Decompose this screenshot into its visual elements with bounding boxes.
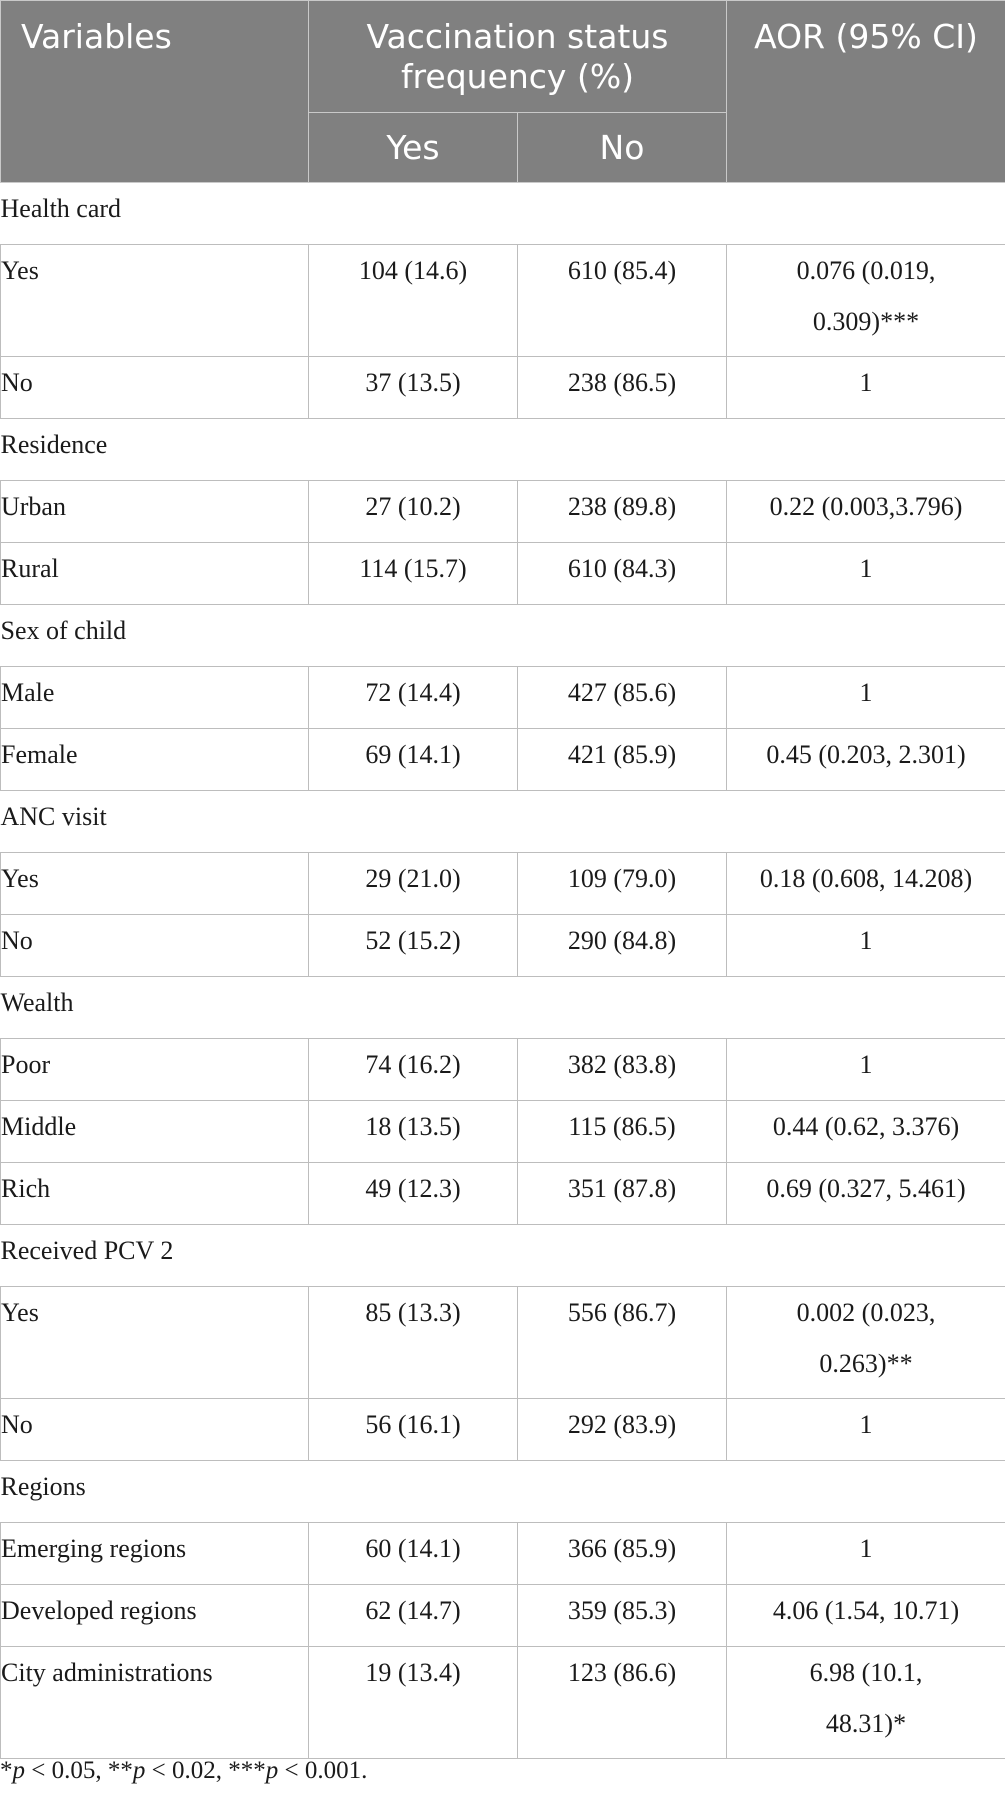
cell-aor: 0.69 (0.327, 5.461)	[727, 1163, 1005, 1225]
section-row	[1, 1225, 1005, 1287]
cell-aor: 1	[727, 357, 1005, 419]
table-row	[1, 1039, 1005, 1101]
cell-aor: 0.18 (0.608, 14.208)	[727, 853, 1005, 915]
row-label: Middle	[1, 1101, 309, 1163]
cell-aor: 1	[727, 1523, 1005, 1585]
footnote-part: p	[12, 1757, 25, 1784]
footnote-part: *	[0, 1757, 13, 1784]
table-row	[1, 1163, 1005, 1225]
cell-aor: 0.22 (0.003,3.796)	[727, 481, 1005, 543]
row-label: Yes	[1, 1287, 309, 1399]
footnote	[0, 1757, 367, 1785]
footnote-part: < 0.02, ***	[145, 1757, 266, 1784]
row-label: No	[1, 357, 309, 419]
row-label: No	[1, 915, 309, 977]
table-row	[1, 729, 1005, 791]
table-row	[1, 1399, 1005, 1461]
table-row	[1, 1647, 1005, 1759]
cell-aor: 6.98 (10.1, 48.31)*	[727, 1647, 1005, 1759]
section-row	[1, 791, 1005, 853]
cell-no: 238 (86.5)	[518, 357, 727, 419]
section-row	[1, 1461, 1005, 1523]
footnote-part: < 0.001.	[278, 1757, 368, 1784]
table-row	[1, 915, 1005, 977]
cell-aor: 1	[727, 1399, 1005, 1461]
table-row	[1, 481, 1005, 543]
section-title: Regions	[1, 1461, 1005, 1523]
header-vaccination-status: Vaccination status frequency (%)	[309, 1, 727, 113]
row-label: Rich	[1, 1163, 309, 1225]
footnote-part: < 0.05, **	[25, 1757, 133, 1784]
cell-yes: 72 (14.4)	[309, 667, 518, 729]
table-row	[1, 245, 1005, 357]
section-row	[1, 977, 1005, 1039]
cell-no: 427 (85.6)	[518, 667, 727, 729]
cell-no: 382 (83.8)	[518, 1039, 727, 1101]
cell-no: 290 (84.8)	[518, 915, 727, 977]
row-label: No	[1, 1399, 309, 1461]
cell-aor: 0.44 (0.62, 3.376)	[727, 1101, 1005, 1163]
cell-yes: 104 (14.6)	[309, 245, 518, 357]
row-label: Male	[1, 667, 309, 729]
section-title: Residence	[1, 419, 1005, 481]
cell-no: 123 (86.6)	[518, 1647, 727, 1759]
cell-aor: 4.06 (1.54, 10.71)	[727, 1585, 1005, 1647]
header-yes: Yes	[309, 113, 518, 183]
cell-aor: 0.076 (0.019, 0.309)***	[727, 245, 1005, 357]
row-label: Urban	[1, 481, 309, 543]
section-row	[1, 183, 1005, 245]
section-title: Health card	[1, 183, 1005, 245]
table-body	[1, 183, 1005, 1759]
section-title: Received PCV 2	[1, 1225, 1005, 1287]
table-row	[1, 357, 1005, 419]
cell-no: 109 (79.0)	[518, 853, 727, 915]
row-label: Rural	[1, 543, 309, 605]
cell-yes: 85 (13.3)	[309, 1287, 518, 1399]
cell-no: 238 (89.8)	[518, 481, 727, 543]
cell-aor: 0.002 (0.023, 0.263)**	[727, 1287, 1005, 1399]
table-row	[1, 667, 1005, 729]
table-row	[1, 1523, 1005, 1585]
cell-aor: 1	[727, 543, 1005, 605]
footnote-part: p	[132, 1757, 146, 1784]
cell-no: 115 (86.5)	[518, 1101, 727, 1163]
table-row	[1, 543, 1005, 605]
cell-yes: 49 (12.3)	[309, 1163, 518, 1225]
cell-yes: 60 (14.1)	[309, 1523, 518, 1585]
cell-no: 556 (86.7)	[518, 1287, 727, 1399]
section-row	[1, 605, 1005, 667]
row-label: Developed regions	[1, 1585, 309, 1647]
row-label: Yes	[1, 245, 309, 357]
cell-no: 351 (87.8)	[518, 1163, 727, 1225]
cell-yes: 37 (13.5)	[309, 357, 518, 419]
cell-yes: 52 (15.2)	[309, 915, 518, 977]
row-label: Emerging regions	[1, 1523, 309, 1585]
table-row	[1, 853, 1005, 915]
header-aor: AOR (95% CI)	[727, 1, 1005, 183]
row-label: Female	[1, 729, 309, 791]
cell-yes: 27 (10.2)	[309, 481, 518, 543]
table-row	[1, 1287, 1005, 1399]
cell-yes: 29 (21.0)	[309, 853, 518, 915]
cell-aor: 1	[727, 1039, 1005, 1101]
cell-yes: 62 (14.7)	[309, 1585, 518, 1647]
cell-no: 359 (85.3)	[518, 1585, 727, 1647]
cell-aor: 0.45 (0.203, 2.301)	[727, 729, 1005, 791]
cell-yes: 74 (16.2)	[309, 1039, 518, 1101]
cell-no: 421 (85.9)	[518, 729, 727, 791]
cell-yes: 114 (15.7)	[309, 543, 518, 605]
table-row	[1, 1585, 1005, 1647]
cell-no: 366 (85.9)	[518, 1523, 727, 1585]
cell-no: 610 (84.3)	[518, 543, 727, 605]
section-title: Wealth	[1, 977, 1005, 1039]
header-no: No	[518, 113, 727, 183]
cell-yes: 18 (13.5)	[309, 1101, 518, 1163]
section-title: Sex of child	[1, 605, 1005, 667]
cell-yes: 56 (16.1)	[309, 1399, 518, 1461]
cell-yes: 19 (13.4)	[309, 1647, 518, 1759]
row-label: Poor	[1, 1039, 309, 1101]
section-title: ANC visit	[1, 791, 1005, 853]
header-variables: Variables	[1, 1, 309, 183]
row-label: City administrations	[1, 1647, 309, 1759]
cell-aor: 1	[727, 915, 1005, 977]
cell-no: 292 (83.9)	[518, 1399, 727, 1461]
cell-aor: 1	[727, 667, 1005, 729]
cell-yes: 69 (14.1)	[309, 729, 518, 791]
table-header	[1, 1, 1005, 183]
cell-no: 610 (85.4)	[518, 245, 727, 357]
table-row	[1, 1101, 1005, 1163]
section-row	[1, 419, 1005, 481]
row-label: Yes	[1, 853, 309, 915]
footnote-part: p	[265, 1757, 279, 1784]
